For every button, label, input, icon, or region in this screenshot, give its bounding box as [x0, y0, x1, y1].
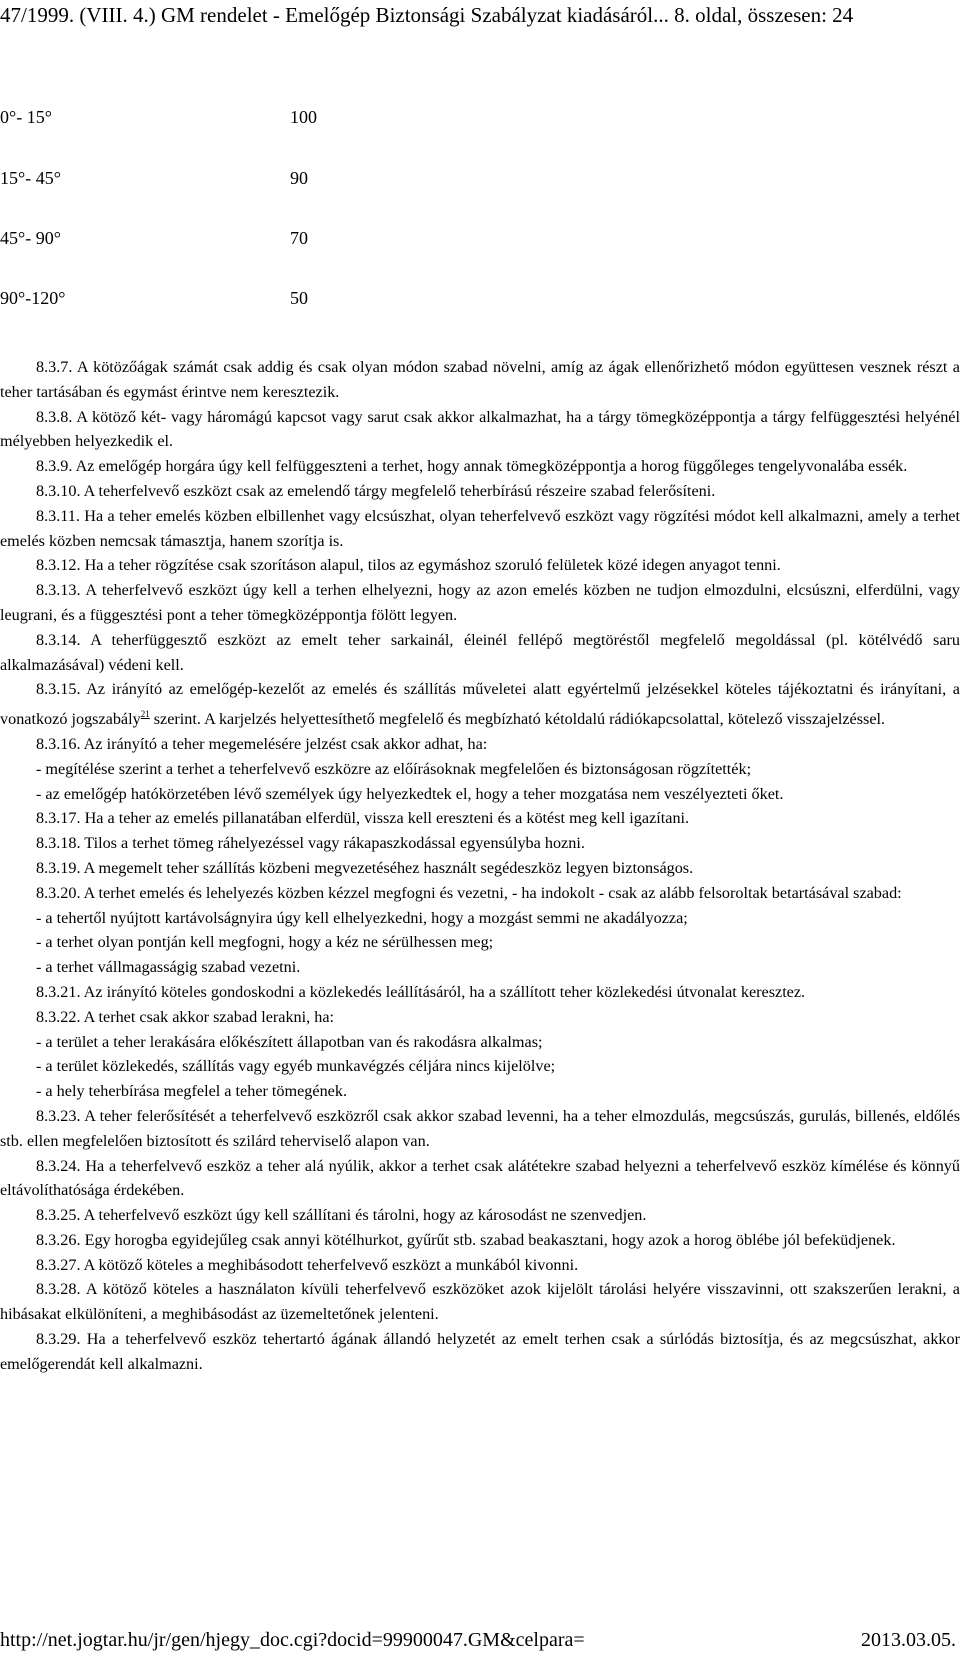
- list-item: - a terhet vállmagasságig szabad vezetni.: [36, 958, 301, 977]
- paragraph-8-3-20: 8.3.20. A terhet emelés és lehelyezés közben kézzel megfogni és vezetni, - ha indokolt - csak az alább felsoroltak betartásával szabad:: [36, 883, 902, 902]
- page-header: [0, 2, 960, 28]
- source-url[interactable]: http://net.jogtar.hu/jr/gen/hjegy_doc.cgi?docid=99900047.GM&celpara=: [0, 1629, 585, 1651]
- paragraph-8-3-13: 8.3.13. A teherfelvevő eszközt úgy kell a terhen elhelyezni, hogy az azon emelés közben ne tudjon elmozdulni, elcsúszni, elferdülni, vagy leugrani, és a függesztési pont a teher tömegközéppontja fölött legyen.: [0, 581, 960, 624]
- paragraph-8-3-23: 8.3.23. A teher felerősítését a teherfelvevő eszközről csak akkor szabad levenni, ha a teher elmozdulás, megcsúszás, gurulás, billenés, eldőlés stb. ellen megfelelően biztosított és szilárd teherviselő alapon van.: [0, 1106, 960, 1150]
- list-item: - a tehertől nyújtott kartávolságnyira úgy kell elhelyezkedni, hogy a mozgást semmi ne akadályozza;: [36, 908, 688, 927]
- document-body: [0, 355, 960, 1377]
- angle-value: 50: [290, 288, 308, 308]
- angle-range: 45°- 90°: [0, 228, 61, 248]
- paragraph-8-3-26: 8.3.26. Egy horogba egyidejűleg csak annyi kötélhurkot, gyűrűt stb. szabad beakasztani, hogy azok a horog öblébe jól befeküdjenek.: [36, 1230, 896, 1249]
- paragraph-8-3-15: [0, 677, 960, 732]
- list-item: - az emelőgép hatókörzetében lévő személyek úgy helyezkedtek el, hogy a teher mozgatása nem veszélyezteti őket.: [36, 784, 784, 803]
- angle-range: 90°-120°: [0, 288, 66, 308]
- paragraph-8-3-21: 8.3.21. Az irányító köteles gondoskodni a közlekedés leállításáról, ha a szállított teher közlekedési útvonalat keresztez.: [36, 982, 806, 1001]
- paragraph-8-3-19: 8.3.19. A megemelt teher szállítás közbeni megvezetéséhez használt segédeszköz legyen biztonságos.: [36, 858, 694, 877]
- document-title: 47/1999. (VIII. 4.) GM rendelet - Emelőgép Biztonsági Szabályzat kiadásáról... 8. oldal, összesen: 24: [0, 3, 854, 27]
- paragraph-8-3-22: 8.3.22. A terhet csak akkor szabad lerakni, ha:: [36, 1007, 335, 1026]
- paragraph-8-3-24: 8.3.24. Ha a teherfelvevő eszköz a teher alá nyúlik, akkor a terhet csak alátétekre szabad helyezni a teherfelvevő eszköz kímélése és könnyű eltávolíthatósága érdekében.: [0, 1156, 960, 1200]
- paragraph-8-3-7: 8.3.7. A kötözőágak számát csak addig és csak olyan módon szabad növelni, amíg az ágak ellenőrizhető módon együttesen vesznek részt a teher tartásában és egymást érintve nem keresztezik.: [0, 358, 960, 401]
- paragraph-8-3-17: 8.3.17. Ha a teher az emelés pillanatában elferdül, vissza kell ereszteni és a kötést meg kell igazítani.: [36, 809, 690, 828]
- paragraph-8-3-28: 8.3.28. A kötöző köteles a használaton kívüli teherfelvevő eszközöket azok kijelölt tárolási helyére visszavinni, ott szakszerűen lerakni, a hibásakat elkülöníteni, a meghibásodást az üzemeltetőnek jelenteni.: [0, 1280, 960, 1324]
- list-item: - a terület a teher lerakására előkészített állapotban van és rakodásra alkalmas;: [36, 1032, 543, 1051]
- paragraph-8-3-14: 8.3.14. A teherfüggesztő eszközt az emelt teher sarkainál, éleinél fellépő megtöréstől megfelelő megoldással (pl. kötélvédő saru alkalmazásával) védeni kell.: [0, 630, 960, 674]
- angle-range: 0°- 15°: [0, 107, 52, 127]
- paragraph-8-3-27: 8.3.27. A kötöző köteles a meghibásodott teherfelvevő eszközt a munkából kivonni.: [36, 1255, 579, 1274]
- list-item: - a terhet olyan pontján kell megfogni, hogy a kéz ne sérülhessen meg;: [36, 933, 494, 952]
- print-date: 2013.03.05.: [861, 1629, 956, 1651]
- paragraph-8-3-9: 8.3.9. Az emelőgép horgára úgy kell felfüggeszteni a terhet, hogy annak tömegközéppontja a horog függőleges tengelyvonalába essék.: [36, 457, 908, 476]
- paragraph-8-3-16: 8.3.16. Az irányító a teher megemelésére jelzést csak akkor adhat, ha:: [36, 734, 488, 753]
- paragraph-8-3-29: 8.3.29. Ha a teherfelvevő eszköz tehertartó ágának állandó helyzetét az emelt terhen csak a súrlódás biztosítja, és az megcsúszhat, akkor emelőgerendát kell alkalmazni.: [0, 1330, 960, 1373]
- list-item: - a hely teherbírása megfelel a teher tömegének.: [36, 1082, 348, 1101]
- paragraph-8-3-25: 8.3.25. A teherfelvevő eszközt úgy kell szállítani és tárolni, hogy az károsodást ne szenvedjen.: [36, 1206, 647, 1225]
- angle-value: 70: [290, 228, 308, 248]
- angle-value: 90: [290, 168, 308, 188]
- list-item: - a terület közlekedés, szállítás vagy egyéb munkavégzés céljára nincs kijelölve;: [36, 1057, 556, 1076]
- paragraph-text: szerint. A karjelzés helyettesíthető megfelelő és megbízható kétoldalú rádiókapcsolattal, kötelező visszajelzéssel.: [149, 710, 886, 729]
- footnote-link[interactable]: 21: [140, 709, 150, 720]
- paragraph-8-3-18: 8.3.18. Tilos a terhet tömeg ráhelyezéssel vagy rákapaszkodással egyensúlyba hozni.: [36, 834, 585, 853]
- paragraph-8-3-8: 8.3.8. A kötöző két- vagy háromágú kapcsot vagy sarut csak akkor alkalmazhat, ha a tárgy tömegközéppontja a tárgy felfüggesztési helyénél mélyebben helyezkedik el.: [0, 407, 960, 451]
- angle-range: 15°- 45°: [0, 168, 61, 188]
- list-item: - megítélése szerint a terhet a teherfelvevő eszközre az előírásoknak megfelelően és biztonságosan rögzítették;: [36, 759, 752, 778]
- paragraph-8-3-11: 8.3.11. Ha a teher emelés közben elbillenhet vagy elcsúszhat, olyan teherfelvevő eszközt vagy rögzítési módot kell alkalmazni, amely a terhet emelés közben nemcsak támasztja, hanem szorítja is.: [0, 506, 960, 550]
- angle-value: 100: [290, 107, 317, 127]
- paragraph-8-3-12: 8.3.12. Ha a teher rögzítése csak szorításon alapul, tilos az egymáshoz szoruló felületek közé idegen anyagot tenni.: [36, 556, 781, 575]
- paragraph-text: 8.3.15. Az irányító az emelőgép-kezelőt az emelés és szállítás műveletei alatt egyértelmű jelzésekkel köteles tájékoztatni és irányítani, a vonatkozó jogszabály: [0, 680, 960, 729]
- paragraph-8-3-10: 8.3.10. A teherfelvevő eszközt csak az emelendő tárgy megfelelő teherbírású részeire szabad felerősíteni.: [36, 481, 716, 500]
